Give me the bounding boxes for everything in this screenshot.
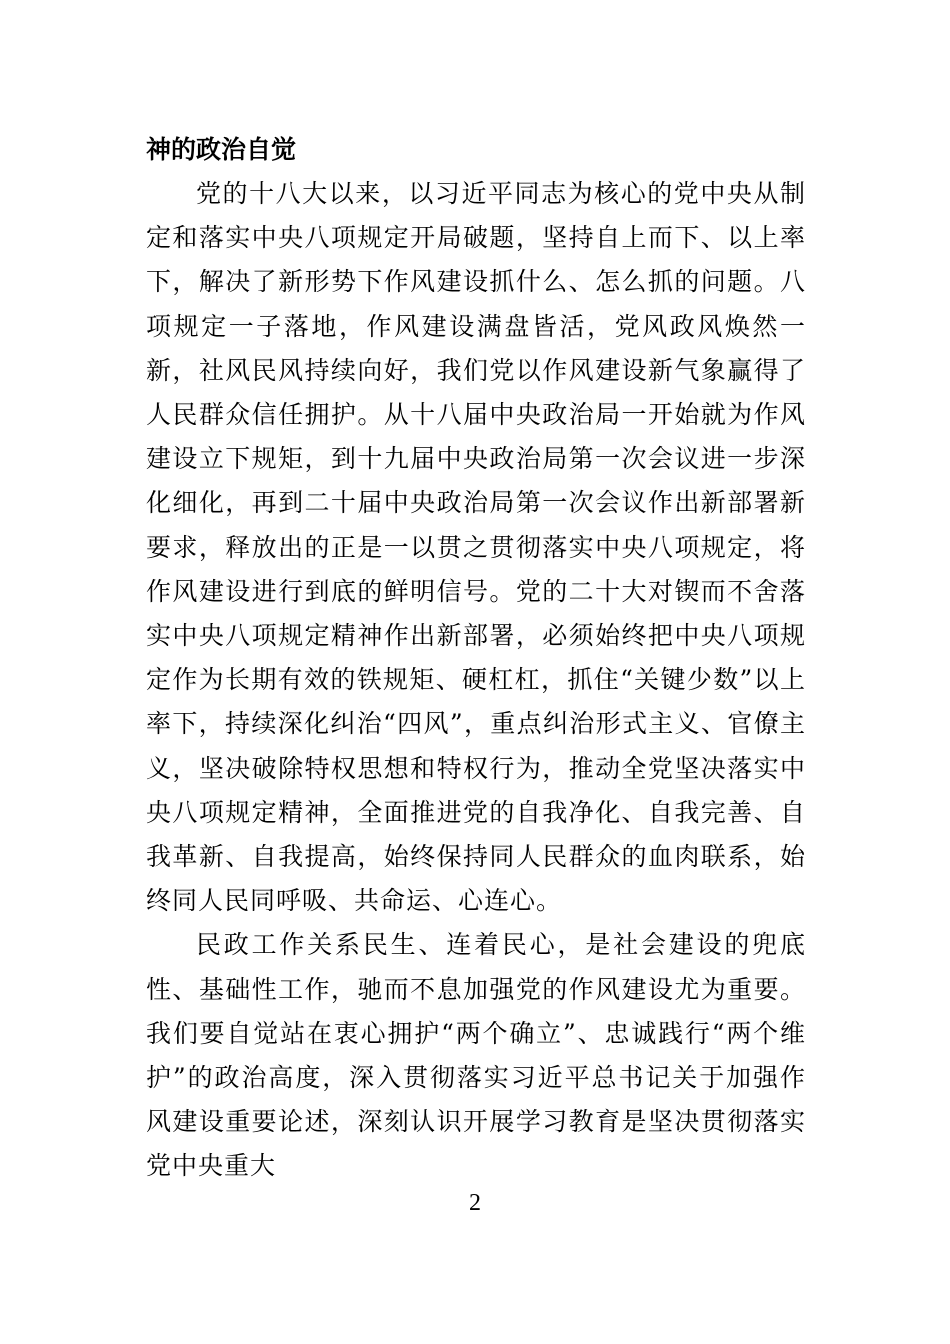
body-text — [146, 172, 806, 1189]
section-heading: 神的政治自觉 — [146, 135, 297, 164]
paragraph-1: 党的十八大以来，以习近平同志为核心的党中央从制定和落实中央八项规定开局破题，坚持自上而下、以上率下，解决了新形势下作风建设抓什么、怎么抓的问题。八项规定一子落地，作风建设满盘皆活，党风政风焕然一新，社风民风持续向好，我们党以作风建设新气象赢得了人民群众信任拥护。从十八届中央政治局一开始就为作风建设立下规矩，到十九届中央政治局第一次会议进一步深化细化，再到二十届中央政治局第一次会议作出新部署新要求，释放出的正是一以贯之贯彻落实中央八项规定，将作风建设进行到底的鲜明信号。党的二十大对锲而不舍落实中央八项规定精神作出新部署，必须始终把中央八项规定作为长期有效的铁规矩、硬杠杠，抓住“关键少数”以上率下，持续深化纠治“四风”，重点纠治形式主义、官僚主义，坚决破除特权思想和特权行为，推动全党坚决落实中央八项规定精神，全面推进党的自我净化、自我完善、自我革新、自我提高，始终保持同人民群众的血肉联系，始终同人民同呼吸、共命运、心连心。 — [146, 179, 806, 916]
page-number: 2 — [469, 1190, 481, 1216]
paragraph-2: 民政工作关系民生、连着民心，是社会建设的兜底性、基础性工作，驰而不息加强党的作风建设尤为重要。我们要自觉站在衷心拥护“两个确立”、忠诚践行“两个维护”的政治高度，深入贯彻落实习近平总书记关于加强作风建设重要论述，深刻认识开展学习教育是坚决贯彻落实党中央重大 — [146, 930, 806, 1181]
